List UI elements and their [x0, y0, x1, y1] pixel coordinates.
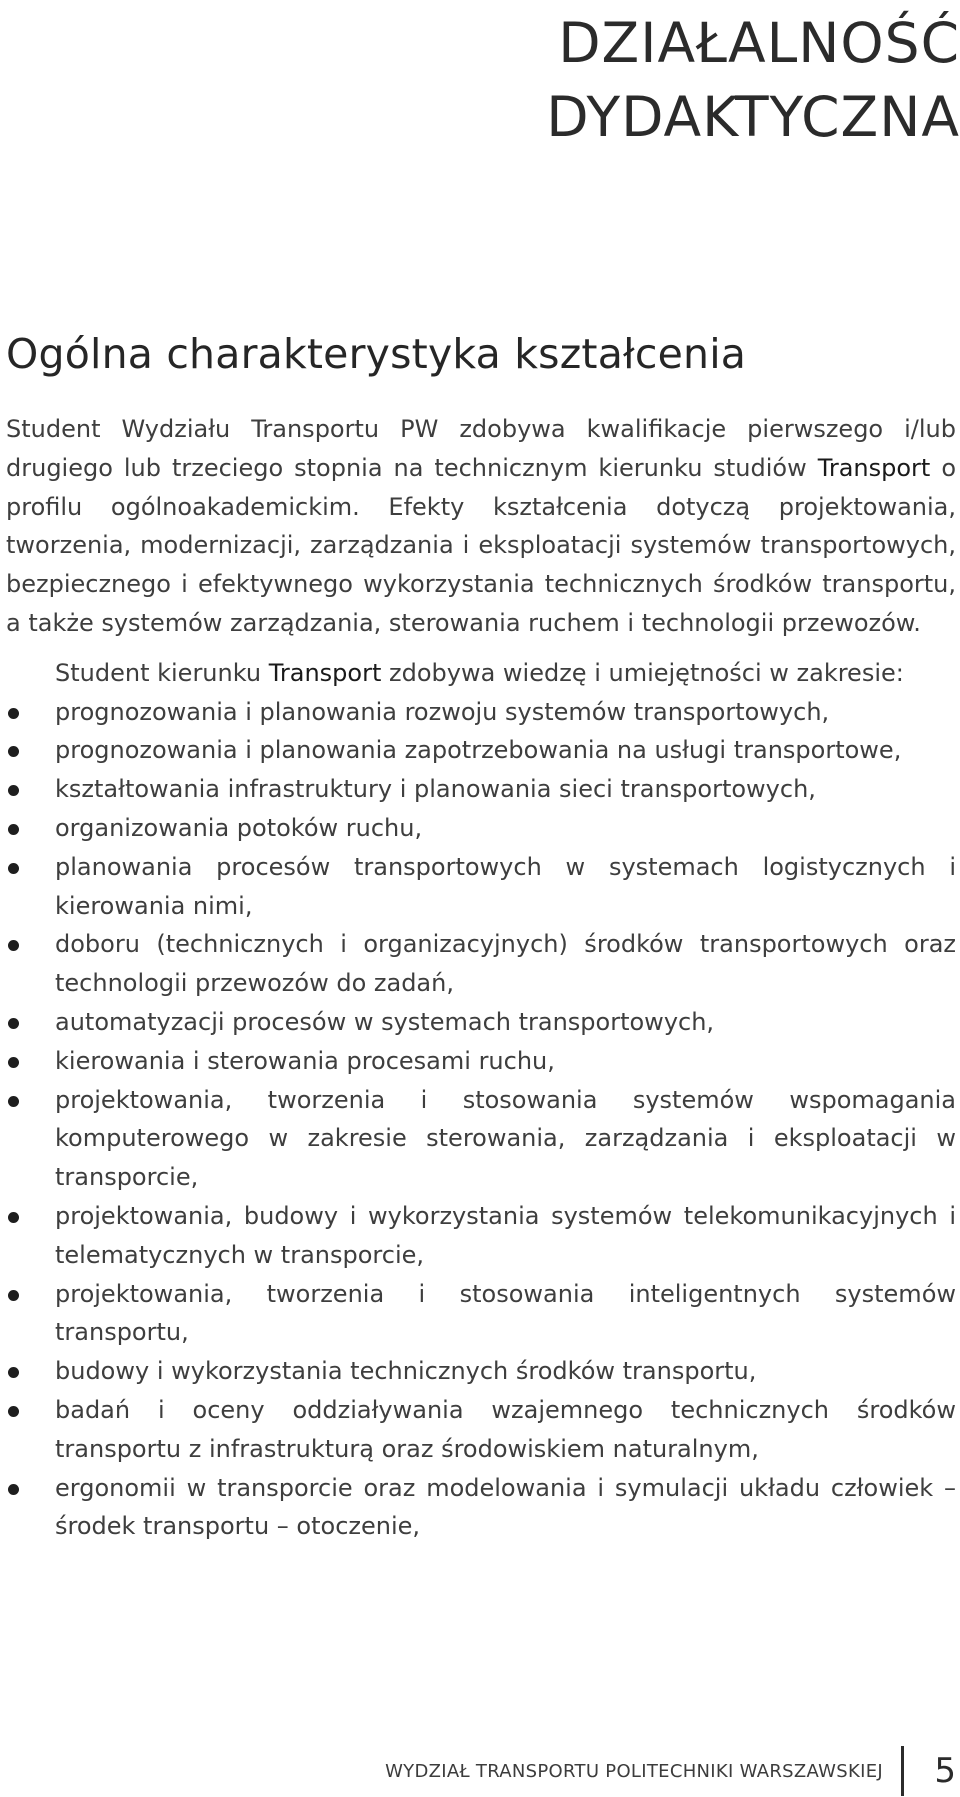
bullet-icon: [8, 1018, 19, 1029]
bullet-icon: [8, 746, 19, 757]
skills-intro-text-a: Student kierunku: [55, 658, 269, 687]
list-item-text: kształtowania infrastruktury i planowania sieci transportowych,: [55, 775, 816, 804]
list-item: [6, 1081, 956, 1197]
bullet-icon: [8, 785, 19, 796]
list-item: [6, 1275, 956, 1353]
intro-highlight: Transport: [817, 453, 931, 482]
list-item-text: planowania procesów transportowych w systemach logistycznych i kierowania nimi,: [55, 852, 956, 920]
page-footer: [260, 1746, 960, 1796]
list-item: [6, 1391, 956, 1469]
list-item-text: kierowania i sterowania procesami ruchu,: [55, 1046, 555, 1075]
page-number: 5: [934, 1751, 956, 1791]
list-item-text: projektowania, tworzenia i stosowania inteligentnych systemów transportu,: [55, 1279, 956, 1347]
list-item: [6, 1469, 956, 1547]
bullet-icon: [8, 863, 19, 874]
list-item-text: projektowania, budowy i wykorzystania systemów telekomunikacyjnych i telematycznych w transporcie,: [55, 1201, 956, 1269]
skills-intro-paragraph: [6, 654, 956, 693]
bullet-icon: [8, 824, 19, 835]
list-item-text: organizowania potoków ruchu,: [55, 813, 423, 842]
list-item: [6, 925, 956, 1003]
list-item-text: ergonomii w transporcie oraz modelowania i symulacji układu człowiek – środek transportu – otoczenie,: [55, 1473, 956, 1541]
section-title: Ogólna charakterystyka kształcenia: [6, 330, 747, 378]
bullet-icon: [8, 1057, 19, 1068]
list-item: [6, 848, 956, 926]
list-item: [6, 1042, 956, 1081]
list-item-text: projektowania, tworzenia i stosowania systemów wspomagania komputerowego w zakresie sterowania, zarządzania i eksploatacji w transporcie,: [55, 1085, 956, 1192]
bullet-icon: [8, 1484, 19, 1495]
bullet-icon: [8, 708, 19, 719]
footer-text: WYDZIAŁ TRANSPORTU POLITECHNIKI WARSZAWSKIEJ: [385, 1760, 883, 1782]
list-item-text: budowy i wykorzystania technicznych środków transportu,: [55, 1357, 757, 1386]
list-item: [6, 693, 956, 732]
page-heading: [360, 6, 960, 154]
list-item-text: automatyzacji procesów w systemach transportowych,: [55, 1007, 715, 1036]
body-content: [6, 410, 956, 1546]
bullet-icon: [8, 1096, 19, 1107]
skills-list: [6, 693, 956, 1547]
intro-text-a: Student Wydziału Transportu PW zdobywa kwalifikacje pierwszego i/lub drugiego lub trzeciego stopnia na technicznym kierunku studiów: [6, 415, 956, 482]
intro-paragraph: [6, 410, 956, 643]
bullet-icon: [8, 1290, 19, 1301]
list-item: [6, 770, 956, 809]
skills-intro-text-b: zdobywa wiedzę i umiejętności w zakresie:: [381, 658, 904, 687]
footer-divider: [901, 1746, 904, 1796]
list-item-text: badań i oceny oddziaływania wzajemnego technicznych środków transportu z infrastrukturą oraz środowiskiem naturalnym,: [55, 1395, 956, 1463]
list-item: [6, 731, 956, 770]
list-item: [6, 1352, 956, 1391]
list-item: [6, 1197, 956, 1275]
bullet-icon: [8, 1406, 19, 1417]
bullet-icon: [8, 1212, 19, 1223]
bullet-icon: [8, 940, 19, 951]
page-heading-line-1: DZIAŁALNOŚĆ: [558, 11, 960, 75]
bullet-icon: [8, 1367, 19, 1378]
intro-text-b: o profilu ogólnoakademickim. Efekty kształcenia dotyczą projektowania, tworzenia, modernizacji, zarządzania i eksploatacji systemów transportowych, bezpiecznego i efektywnego wykorzystania technicznych środków transportu, a także systemów zarządzania, sterowania ruchem i technologii przewozów.: [6, 453, 957, 637]
page-heading-line-2: DYDAKTYCZNA: [546, 85, 960, 149]
list-item-text: doboru (technicznych i organizacyjnych) środków transportowych oraz technologii przewozów do zadań,: [55, 930, 956, 998]
list-item: [6, 1003, 956, 1042]
list-item: [6, 809, 956, 848]
list-item-text: prognozowania i planowania rozwoju systemów transportowych,: [55, 697, 830, 726]
skills-intro-highlight: Transport: [268, 658, 382, 687]
list-item-text: prognozowania i planowania zapotrzebowania na usługi transportowe,: [55, 736, 902, 765]
